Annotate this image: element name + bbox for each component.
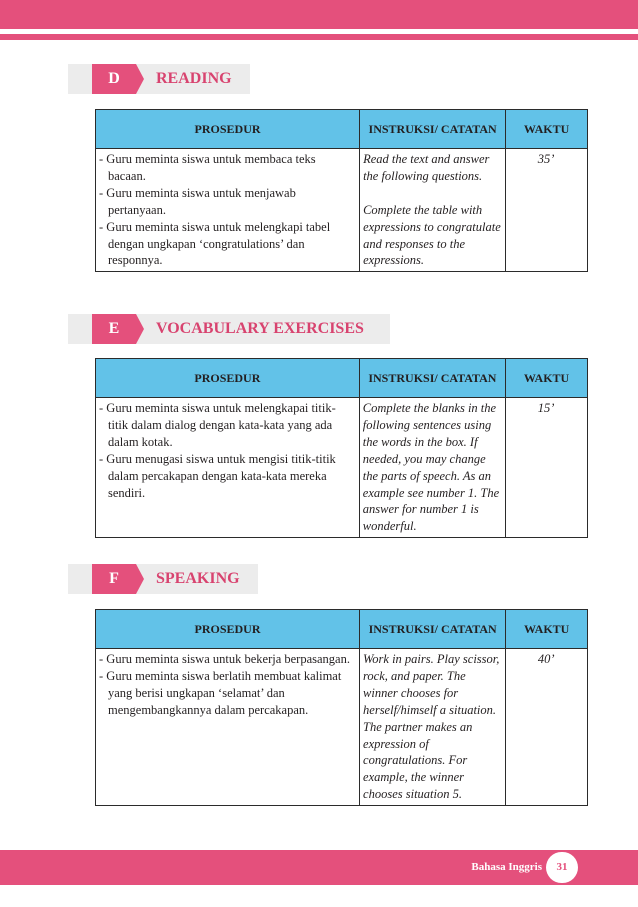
procedure-table (95, 109, 588, 272)
section-title: VOCABULARY EXERCISES (156, 320, 364, 337)
page-number-badge: 31 (546, 852, 578, 883)
procedure-item: - Guru meminta siswa untuk menjawab pertanyaan. (99, 185, 355, 219)
procedure-item: - Guru meminta siswa untuk melengkapi tabel dengan ungkapan ‘congratulations’ dan responnya. (99, 219, 355, 270)
section-reading (68, 64, 588, 268)
header-prosedur: PROSEDUR (96, 610, 360, 649)
section-speaking (68, 564, 588, 802)
section-header (68, 64, 588, 94)
section-letter: D (92, 64, 136, 94)
header-waktu: WAKTU (506, 359, 588, 398)
section-title: SPEAKING (156, 570, 240, 587)
footer-book-title: Bahasa Inggris (471, 861, 542, 873)
time-cell: 40’ (506, 649, 588, 806)
header-waktu: WAKTU (506, 110, 588, 149)
instruction-cell (359, 398, 505, 538)
header-prosedur: PROSEDUR (96, 359, 360, 398)
table-row (96, 398, 588, 538)
section-header (68, 314, 588, 344)
table-header-row (96, 610, 588, 649)
header-instruksi: INSTRUKSI/ CATATAN (359, 359, 505, 398)
procedure-cell (96, 398, 360, 538)
procedure-item: - Guru meminta siswa untuk melengkapai titik-titik dalam dialog dengan kata-kata yang ada dalam kotak. (99, 400, 355, 451)
table-header-row (96, 110, 588, 149)
time-cell: 15’ (506, 398, 588, 538)
header-waktu: WAKTU (506, 610, 588, 649)
table-row (96, 649, 588, 806)
top-pink-line (0, 34, 638, 40)
instruction-text: Complete the blanks in the following sentences using the words in the box. If needed, you may change the parts of speech. As an example see number 1. The answer for number 1 is wonderful. (362, 401, 500, 534)
procedure-cell (96, 149, 360, 272)
time-cell: 35’ (506, 149, 588, 272)
section-letter: E (92, 314, 136, 344)
bottom-pink-band (0, 850, 638, 885)
instruction-cell (360, 149, 506, 272)
procedure-item: - Guru meminta siswa untuk membaca teks bacaan. (99, 151, 355, 185)
procedure-item: - Guru meminta siswa berlatih membuat kalimat yang berisi ungkapan ‘selamat’ dan mengembangkannya dalam percakapan. (99, 668, 355, 719)
instruction-cell (360, 649, 506, 806)
header-instruksi: INSTRUKSI/ CATATAN (360, 110, 506, 149)
procedure-table (95, 358, 588, 538)
instruction-text: Read the text and answer the following questions. (363, 152, 490, 183)
procedure-item: - Guru meminta siswa untuk bekerja berpasangan. (99, 651, 355, 668)
instruction-text: Complete the table with expressions to congratulate and responses to the expressions. (363, 202, 501, 268)
table-row (96, 149, 588, 272)
section-title: READING (156, 70, 232, 87)
instruction-text: Work in pairs. Play scissor, rock, and paper. The winner chooses for herself/himself a situation. The partner makes an expression of congratulations. For example, the winner chooses situation 5. (363, 652, 500, 802)
header-instruksi: INSTRUKSI/ CATATAN (360, 610, 506, 649)
table-header-row (96, 359, 588, 398)
procedure-table (95, 609, 588, 806)
section-vocabulary-exercises (68, 314, 588, 534)
top-pink-band (0, 0, 638, 29)
procedure-cell (96, 649, 360, 806)
header-prosedur: PROSEDUR (96, 110, 360, 149)
procedure-item: - Guru menugasi siswa untuk mengisi titik-titik dalam percakapan dengan kata-kata mereka sendiri. (99, 451, 355, 502)
section-header (68, 564, 588, 594)
section-letter: F (92, 564, 136, 594)
